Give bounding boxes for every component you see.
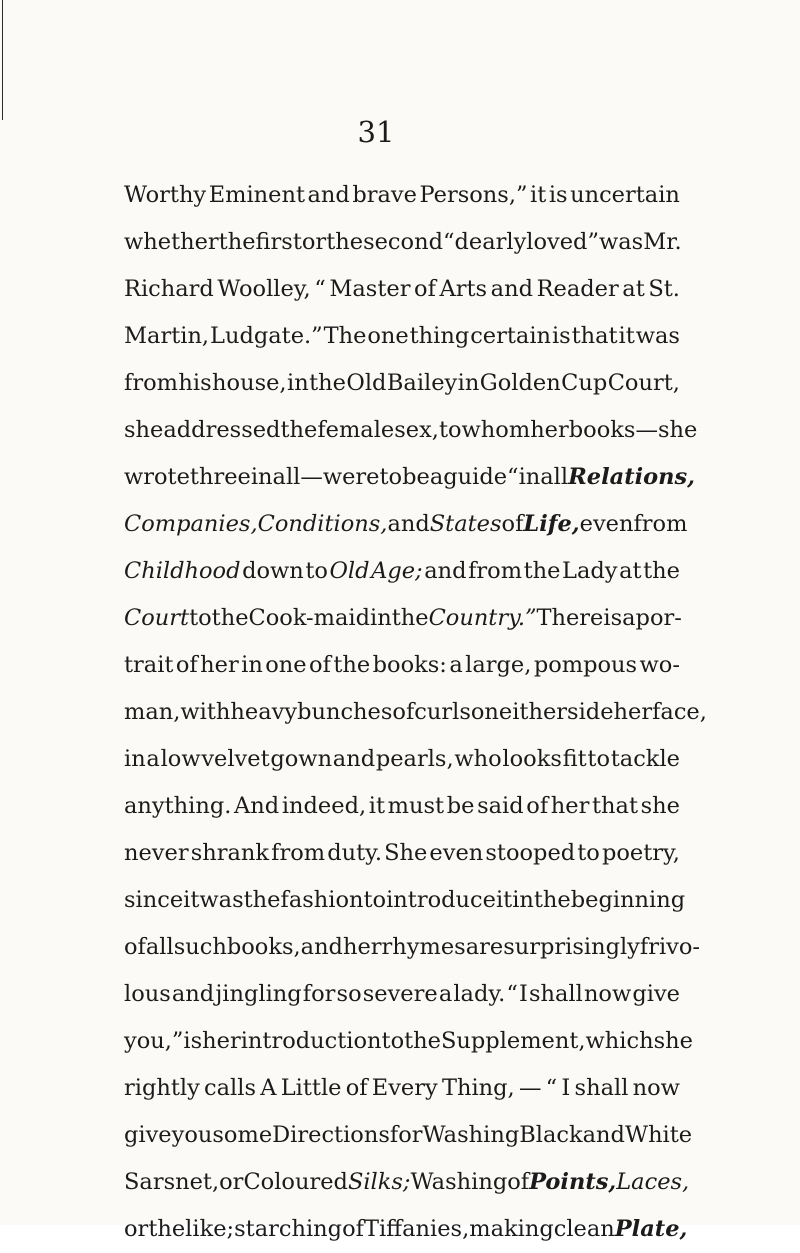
word: Mr. xyxy=(643,229,682,255)
word: Companies, xyxy=(124,511,258,537)
word: such xyxy=(173,934,227,960)
word: frivo- xyxy=(639,934,701,960)
word: jingling xyxy=(215,981,302,1007)
word: it xyxy=(618,323,635,349)
word: Cup xyxy=(561,370,608,396)
word: Old xyxy=(329,558,370,584)
word: wo- xyxy=(639,652,680,678)
text-line xyxy=(124,924,701,971)
word: a xyxy=(438,981,453,1007)
word: house, xyxy=(212,370,287,396)
word: of xyxy=(309,652,331,678)
word: — xyxy=(635,417,658,443)
word: female xyxy=(317,417,395,443)
body-text xyxy=(124,172,707,1253)
word: it xyxy=(530,182,547,208)
word: the xyxy=(404,1028,441,1054)
text-line xyxy=(124,501,688,548)
word: loved xyxy=(526,229,588,255)
word: Reader xyxy=(536,276,619,302)
word: or xyxy=(219,1169,244,1195)
word: The xyxy=(323,323,367,349)
word: introduce xyxy=(386,887,496,913)
text-line xyxy=(124,689,707,736)
word: Washing xyxy=(422,1122,520,1148)
word: it xyxy=(183,887,200,913)
word: her xyxy=(200,652,239,678)
word: “ xyxy=(545,1075,558,1101)
word: down xyxy=(242,558,304,584)
word: in xyxy=(287,370,309,396)
word: her xyxy=(530,417,569,443)
word: of xyxy=(414,276,436,302)
word: one xyxy=(265,652,307,678)
word: surprisingly xyxy=(503,934,640,960)
word: “ xyxy=(442,229,455,255)
word: in xyxy=(241,652,263,678)
word: never xyxy=(124,840,189,866)
word: low xyxy=(160,746,201,772)
page-edge-line xyxy=(2,0,3,120)
word: three xyxy=(189,464,251,490)
text-line xyxy=(124,360,680,407)
word: side xyxy=(567,699,614,725)
word: stooped xyxy=(485,840,576,866)
word: I xyxy=(518,981,528,1007)
word: it xyxy=(368,793,386,819)
word: of xyxy=(124,934,146,960)
word: the xyxy=(148,1216,186,1242)
word: Little xyxy=(280,1075,342,1101)
word: She xyxy=(384,840,428,866)
word: A xyxy=(260,1075,277,1101)
word: Coloured xyxy=(243,1169,348,1195)
word: so xyxy=(336,981,362,1007)
word: Conditions, xyxy=(257,511,388,537)
word: looks xyxy=(502,746,562,772)
word: tackle xyxy=(610,746,680,772)
word: books: xyxy=(372,652,447,678)
word: curls xyxy=(414,699,471,725)
word: to xyxy=(577,840,600,866)
word: you,” xyxy=(124,1028,184,1054)
word: she xyxy=(640,793,680,819)
word: the xyxy=(309,370,346,396)
text-line xyxy=(124,266,680,313)
word: Persons,” xyxy=(419,182,528,208)
word: in xyxy=(457,370,480,396)
text-line xyxy=(124,830,680,877)
word: and xyxy=(582,1122,625,1148)
word: shall xyxy=(574,1075,629,1101)
word: either xyxy=(498,699,568,725)
word: Worthy xyxy=(124,182,207,208)
word: “ xyxy=(507,464,519,490)
word: por- xyxy=(635,605,682,631)
word: man, xyxy=(124,699,181,725)
word: said xyxy=(477,793,524,819)
word: making xyxy=(469,1216,554,1242)
word: the xyxy=(391,605,429,631)
word: are xyxy=(465,934,504,960)
word: Country.” xyxy=(428,605,537,631)
word: lous xyxy=(124,981,171,1007)
word: or xyxy=(124,1216,149,1242)
word: the xyxy=(326,229,364,255)
word: of xyxy=(175,652,198,678)
word: “ xyxy=(506,981,518,1007)
word: the xyxy=(643,558,680,584)
word: uncertain xyxy=(570,182,680,208)
word: Bailey xyxy=(386,370,458,396)
word: of xyxy=(507,1169,530,1195)
word: of xyxy=(345,1075,368,1101)
word: pearls, xyxy=(375,746,454,772)
word: first xyxy=(255,229,302,255)
word: introduction xyxy=(240,1028,382,1054)
word: and xyxy=(332,746,376,772)
word: fashion xyxy=(280,887,364,913)
word: in xyxy=(250,464,273,490)
word: large, xyxy=(465,652,532,678)
word: Plate, xyxy=(614,1216,688,1242)
word: fit xyxy=(562,746,587,772)
text-line xyxy=(124,1018,693,1065)
word: the xyxy=(533,887,571,913)
word: St. xyxy=(648,276,680,302)
word: of xyxy=(501,511,524,537)
word: now xyxy=(583,981,632,1007)
word: rightly xyxy=(124,1075,200,1101)
word: — xyxy=(518,1075,542,1101)
word: and xyxy=(307,182,350,208)
word: is xyxy=(548,182,568,208)
word: is xyxy=(603,605,623,631)
word: Age; xyxy=(371,558,423,584)
word: Directions xyxy=(272,1122,390,1148)
word: and xyxy=(387,511,430,537)
word: is xyxy=(183,1028,203,1054)
text-line xyxy=(124,1206,688,1253)
word: is xyxy=(551,323,571,349)
word: was xyxy=(598,229,644,255)
word: give xyxy=(124,1122,172,1148)
word: of xyxy=(392,699,415,725)
word: Supplement, xyxy=(440,1028,586,1054)
word: severe xyxy=(362,981,438,1007)
word: was xyxy=(199,887,244,913)
word: starching xyxy=(234,1216,343,1242)
word: a xyxy=(622,605,636,631)
word: a xyxy=(146,746,160,772)
word: to xyxy=(438,417,462,443)
word: Black xyxy=(519,1122,583,1148)
word: all xyxy=(145,934,174,960)
word: — xyxy=(300,464,323,490)
word: her xyxy=(342,934,382,960)
word: books xyxy=(568,417,636,443)
word: one xyxy=(367,323,409,349)
page-number: 31 xyxy=(357,115,395,149)
word: the xyxy=(218,229,256,255)
word: from xyxy=(271,840,326,866)
word: be xyxy=(402,464,430,490)
word: Relations, xyxy=(568,464,696,490)
word: like; xyxy=(185,1216,235,1242)
word: Sarsnet, xyxy=(124,1169,220,1195)
word: rhymes xyxy=(381,934,466,960)
word: Martin, xyxy=(124,323,210,349)
word: for xyxy=(302,981,336,1007)
word: shall xyxy=(528,981,583,1007)
text-line xyxy=(124,783,680,830)
word: for xyxy=(389,1122,423,1148)
word: And xyxy=(234,793,280,819)
word: velvet xyxy=(201,746,270,772)
word: duty. xyxy=(327,840,382,866)
text-line xyxy=(124,313,680,360)
word: to xyxy=(379,464,403,490)
word: Childhood xyxy=(124,558,241,584)
word: or xyxy=(301,229,327,255)
word: Golden xyxy=(479,370,561,396)
word: heavy xyxy=(230,699,298,725)
word: brave xyxy=(352,182,417,208)
word: There xyxy=(536,605,604,631)
word: Master xyxy=(329,276,411,302)
word: face, xyxy=(652,699,707,725)
word: thing xyxy=(409,323,470,349)
word: Silks; xyxy=(347,1169,411,1195)
word: second xyxy=(363,229,443,255)
word: Washing xyxy=(410,1169,508,1195)
word: bunches xyxy=(297,699,393,725)
word: in xyxy=(512,887,534,913)
text-line xyxy=(124,877,686,924)
word: a xyxy=(429,464,444,490)
word: Every xyxy=(371,1075,438,1101)
word: at xyxy=(619,558,642,584)
word: to xyxy=(189,605,212,631)
word: whether xyxy=(124,229,219,255)
word: Eminent xyxy=(208,182,305,208)
word: the xyxy=(333,652,371,678)
word: which xyxy=(585,1028,654,1054)
word: dearly xyxy=(454,229,527,255)
word: since xyxy=(124,887,184,913)
word: the xyxy=(280,417,318,443)
word: Thing, xyxy=(441,1075,515,1101)
word: in xyxy=(124,746,146,772)
word: “ xyxy=(314,276,326,302)
word: Old xyxy=(346,370,387,396)
word: certain xyxy=(470,323,552,349)
word: it xyxy=(495,887,513,913)
word: poetry, xyxy=(601,840,680,866)
word: indeed, xyxy=(281,793,367,819)
word: give xyxy=(632,981,680,1007)
word: that xyxy=(592,793,638,819)
word: now xyxy=(632,1075,680,1101)
word: all xyxy=(272,464,301,490)
text-line xyxy=(124,1112,693,1159)
word: Points, xyxy=(529,1169,617,1195)
word: in xyxy=(518,464,541,490)
text-line xyxy=(124,642,680,689)
text-line xyxy=(124,736,680,783)
word: and xyxy=(424,558,467,584)
word: lady. xyxy=(453,981,506,1007)
text-line xyxy=(124,548,680,595)
word: you xyxy=(171,1122,213,1148)
word: Life, xyxy=(523,511,580,537)
word: sex, xyxy=(394,417,439,443)
word: all xyxy=(540,464,569,490)
word: that xyxy=(571,323,618,349)
word: to xyxy=(363,887,387,913)
word: trait xyxy=(124,652,174,678)
text-line xyxy=(124,219,680,266)
word: calls xyxy=(204,1075,256,1101)
word: and xyxy=(490,276,533,302)
word: to xyxy=(587,746,611,772)
word: Ludgate.” xyxy=(210,323,323,349)
text-line xyxy=(124,971,680,1018)
text-line xyxy=(124,595,680,642)
word: she xyxy=(653,1028,693,1054)
text-line xyxy=(124,172,680,219)
word: be xyxy=(446,793,475,819)
word: Court xyxy=(124,605,190,631)
word: from xyxy=(124,370,178,396)
word: even xyxy=(429,840,484,866)
word: of xyxy=(526,793,549,819)
text-line xyxy=(124,1159,690,1206)
text-line xyxy=(124,407,698,454)
word: her xyxy=(550,793,590,819)
word: her xyxy=(202,1028,241,1054)
word: she xyxy=(124,417,164,443)
word: guide xyxy=(443,464,508,490)
word: who xyxy=(454,746,502,772)
word: at xyxy=(622,276,645,302)
word: and xyxy=(171,981,215,1007)
word: and xyxy=(300,934,343,960)
word: on xyxy=(470,699,499,725)
word: addressed xyxy=(163,417,281,443)
word: she xyxy=(657,417,698,443)
word: States xyxy=(429,511,502,537)
word: to xyxy=(381,1028,405,1054)
word: the xyxy=(523,558,561,584)
word: a xyxy=(449,652,463,678)
word: his xyxy=(178,370,212,396)
word: with xyxy=(180,699,231,725)
word: beginning xyxy=(570,887,686,913)
word: anything. xyxy=(124,793,232,819)
word: gown xyxy=(270,746,333,772)
word: the xyxy=(243,887,281,913)
word: ” xyxy=(587,229,599,255)
word: clean xyxy=(553,1216,615,1242)
word: were xyxy=(322,464,380,490)
word: Tiffanies, xyxy=(363,1216,470,1242)
word: her xyxy=(613,699,653,725)
word: Cook-maid xyxy=(248,605,371,631)
word: of xyxy=(342,1216,364,1242)
word: the xyxy=(211,605,249,631)
word: Richard xyxy=(124,276,214,302)
word: Court, xyxy=(607,370,680,396)
word: Woolley, xyxy=(217,276,311,302)
word: was xyxy=(635,323,680,349)
word: Arts xyxy=(439,276,488,302)
word: whom xyxy=(461,417,531,443)
word: shrank xyxy=(190,840,270,866)
word: pompous xyxy=(533,652,638,678)
word: Laces, xyxy=(616,1169,690,1195)
word: from xyxy=(633,511,688,537)
word: White xyxy=(624,1122,693,1148)
text-line xyxy=(124,1065,680,1112)
word: some xyxy=(212,1122,273,1148)
word: in xyxy=(370,605,392,631)
word: Lady xyxy=(562,558,618,584)
word: to xyxy=(305,558,328,584)
word: must xyxy=(387,793,445,819)
word: books, xyxy=(226,934,301,960)
word: from xyxy=(468,558,523,584)
word: wrote xyxy=(124,464,190,490)
word: even xyxy=(579,511,634,537)
word: I xyxy=(561,1075,571,1101)
text-line xyxy=(124,454,696,501)
